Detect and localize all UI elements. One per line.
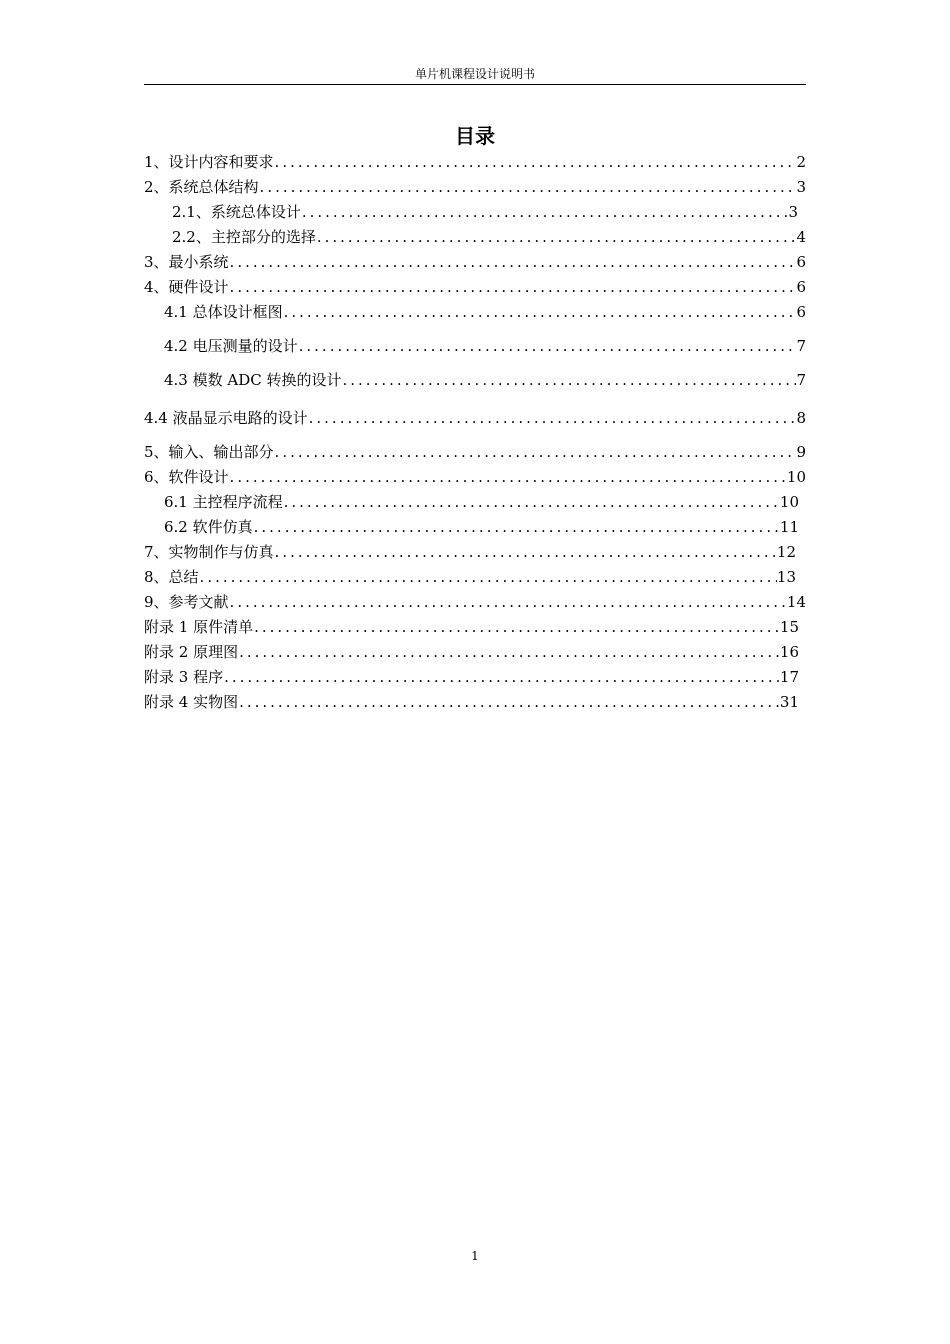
toc-entry-label: 附录 2 原理图 [144, 643, 239, 661]
toc-dot-leader [283, 492, 780, 512]
toc-dot-leader [199, 567, 777, 587]
toc-entry-page: 6 [796, 303, 806, 321]
toc-entry[interactable] [172, 202, 798, 222]
toc-entry[interactable] [144, 617, 799, 637]
toc-entry-label: 5、输入、输出部分 [144, 443, 274, 461]
toc-entry[interactable] [164, 492, 799, 512]
toc-dot-leader [301, 202, 789, 222]
toc-entry-page: 7 [796, 371, 806, 389]
page-header [144, 66, 806, 85]
toc-entry-label: 2、系统总体结构 [144, 178, 259, 196]
toc-entry-label: 7、实物制作与仿真 [144, 543, 274, 561]
toc-dot-leader [229, 277, 797, 297]
toc-entry-page: 3 [788, 203, 798, 221]
toc-dot-leader [308, 408, 797, 428]
toc-entry[interactable] [144, 692, 799, 712]
toc-entry[interactable] [144, 252, 806, 272]
toc-dot-leader [238, 692, 780, 712]
toc-entry-label: 6.1 主控程序流程 [164, 493, 283, 511]
toc-dot-leader [274, 152, 797, 172]
toc-entry[interactable] [172, 227, 806, 247]
toc-entry-label: 4.1 总体设计框图 [164, 303, 283, 321]
header-title: 单片机课程设计说明书 [414, 67, 535, 81]
toc-entry-page: 10 [779, 493, 799, 511]
toc-entry-label: 附录 3 程序 [144, 668, 224, 686]
toc-entry-label: 附录 4 实物图 [144, 693, 239, 711]
toc-entry[interactable] [144, 152, 806, 172]
toc-entry[interactable] [144, 467, 806, 487]
toc-entry-page: 7 [796, 337, 806, 355]
toc-entry[interactable] [164, 336, 806, 356]
toc-entry[interactable] [164, 302, 806, 322]
toc-entry-page: 16 [779, 643, 799, 661]
toc-dot-leader [229, 252, 797, 272]
toc-dot-leader [229, 467, 787, 487]
toc-entry[interactable] [164, 370, 806, 390]
toc-entry-page: 3 [796, 178, 806, 196]
toc-entry-page: 15 [779, 618, 799, 636]
toc-dot-leader [298, 336, 797, 356]
toc-entry[interactable] [144, 642, 799, 662]
toc-entry[interactable] [144, 567, 796, 587]
toc-entry-label: 6、软件设计 [144, 468, 229, 486]
toc-dot-leader [238, 642, 780, 662]
toc-entry-label: 8、总结 [144, 568, 199, 586]
toc-entry-label: 4.4 液晶显示电路的设计 [144, 409, 308, 427]
toc-entry[interactable] [144, 667, 799, 687]
toc-entry-page: 9 [796, 443, 806, 461]
toc-dot-leader [253, 517, 780, 537]
toc-entry-page: 2 [796, 153, 806, 171]
toc-entry-page: 11 [779, 518, 799, 536]
toc-entry-label: 4、硬件设计 [144, 278, 229, 296]
toc-dot-leader [229, 592, 787, 612]
toc-dot-leader [316, 227, 797, 247]
toc-entry-page: 13 [776, 568, 796, 586]
toc-entry-page: 12 [776, 543, 796, 561]
toc-entry-page: 6 [796, 253, 806, 271]
toc-entry-label: 4.3 模数 ADC 转换的设计 [164, 371, 342, 389]
toc-entry-page: 31 [779, 693, 799, 711]
toc-entry-page: 10 [786, 468, 806, 486]
toc-entry-label: 6.2 软件仿真 [164, 518, 253, 536]
toc-dot-leader [223, 667, 780, 687]
toc-dot-leader [342, 370, 797, 390]
toc-entry-label: 附录 1 原件清单 [144, 618, 254, 636]
toc-entry-page: 4 [796, 228, 806, 246]
toc-entry-page: 6 [796, 278, 806, 296]
toc-entry[interactable] [164, 517, 799, 537]
toc-entry-page: 14 [786, 593, 806, 611]
toc-entry[interactable] [144, 592, 806, 612]
toc-entry-label: 4.2 电压测量的设计 [164, 337, 298, 355]
toc-dot-leader [283, 302, 797, 322]
toc-title: 目录 [455, 124, 495, 148]
toc-entry[interactable] [144, 408, 806, 428]
page-number: 1 [471, 1249, 479, 1263]
toc-entry[interactable] [144, 542, 796, 562]
toc-entry-page: 17 [779, 668, 799, 686]
toc-dot-leader [253, 617, 780, 637]
toc-entry[interactable] [144, 177, 806, 197]
toc-entry-label: 3、最小系统 [144, 253, 229, 271]
toc-entry-label: 2.2、主控部分的选择 [172, 228, 316, 246]
toc-entry-label: 1、设计内容和要求 [144, 153, 274, 171]
toc-entry-page: 8 [796, 409, 806, 427]
toc-entry[interactable] [144, 277, 806, 297]
toc-dot-leader [274, 442, 797, 462]
toc-entry[interactable] [144, 442, 806, 462]
toc-dot-leader [274, 542, 777, 562]
toc-entry-label: 9、参考文献 [144, 593, 229, 611]
toc-entry-label: 2.1、系统总体设计 [172, 203, 301, 221]
toc-dot-leader [259, 177, 797, 197]
